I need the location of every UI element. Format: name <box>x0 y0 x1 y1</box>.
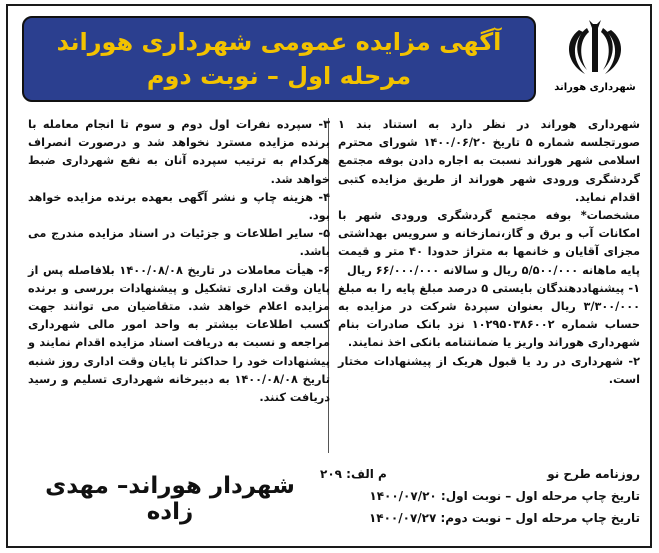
title-line-2: مرحله اول – نوبت دوم <box>146 62 412 90</box>
title-line-1: آگهی مزایده عمومی شهرداری هوراند <box>56 28 502 56</box>
print-date-1: تاریخ چاپ مرحله اول – نوبت اول: ۱۴۰۰/۰۷/۲۰ <box>369 489 640 503</box>
left-column <box>28 116 330 407</box>
newspaper-name: روزنامه طرح نو <box>547 467 640 481</box>
intro-paragraph: شهرداری هوراند در نظر دارد به استناد بند ۱ صورتجلسه شماره ۵ تاریخ ۱۴۰۰/۰۶/۲۰ شورای محترم اسلامی شهر هوراند نسبت به اجاره دادن بوفه مجتمع گردشگری ورودی شهر هوراند از طریق مزایده کتبی اقدام نماید. <box>338 118 640 204</box>
advertisement-page <box>6 4 652 548</box>
clause-3: ۳- سپرده نفرات اول دوم و سوم تا انجام معامله با برنده مزایده مسترد نخواهد شد و درصورت انصراف هرکدام به ترتیب سپرده آنان به نفع شهرداری ضبط خواهد شد. <box>28 118 330 186</box>
footer <box>8 461 650 546</box>
emblem <box>550 18 640 108</box>
header <box>8 6 650 110</box>
publication-info <box>320 463 640 529</box>
print-date-2: تاریخ چاپ مرحله اول – نوبت دوم: ۱۴۰۰/۰۷/۲۷ <box>368 511 640 525</box>
emblem-label: شهرداری هوراند <box>554 82 636 93</box>
iran-emblem-icon <box>565 18 625 80</box>
clause-2: ۲- شهرداری در رد یا قبول هریک از پیشنهادات مختار است. <box>338 354 640 386</box>
clause-1: ۱- پیشنهاددهندگان بایستی ۵ درصد مبلغ پایه را به مبلغ ۳/۳۰۰/۰۰۰ ریال بعنوان سپردهٔ شرکت در مزایده به حساب شماره ۱۰۲۹۵۰۳۸۶۰۰۲ نزد بانک صادرات بنام شهرداری هوراند واریز یا ضمانتنامه بانکی اخذ نمایند. <box>338 281 640 350</box>
ad-code: م الف: ۲۰۹ <box>320 467 387 481</box>
clause-5: ۵- سایر اطلاعات و جزئیات در اسناد مزایده مندرج می باشد. <box>28 227 330 259</box>
right-column <box>338 116 640 389</box>
mayor-signature: شهردار هوراند– مهدی زاده <box>45 473 295 525</box>
clause-6: ۶- هیأت معاملات در تاریخ ۱۴۰۰/۰۸/۰۸ بلافاصله پس از پایان وقت اداری تشکیل و پیشنهادات بررسی و برنده مزایده اعلام خواهد شد. متقاضیان می توانند جهت کسب اطلاعات بیشتر به واحد امور مالی شهرداری مراجعه و نسبت به دریافت اسناد مزایده اقدام نمایند و پیشنهادات خود را حداکثر تا پایان وقت اداری روز شنبه تاریخ ۱۴۰۰/۰۸/۰۸ به دبیرخانه شهرداری تسلیم و رسید دریافت کنند. <box>28 263 330 405</box>
clause-4: ۴- هزینه چاپ و نشر آگهی بعهده برنده مزایده خواهد بود. <box>28 190 330 223</box>
specs-paragraph: مشخصات* بوفه مجتمع گردشگری ورودی شهر با امکانات آب و برق و گاز،نمازخانه و سرویس بهداشتی مجزای آقایان و خانمها به متراژ حدودا ۴۰ متر و قیمت پایه ماهانه ۵/۵۰۰/۰۰۰ ریال و سالانه ۶۶/۰۰۰/۰۰۰ ریال <box>338 209 640 277</box>
title-banner <box>22 16 536 102</box>
